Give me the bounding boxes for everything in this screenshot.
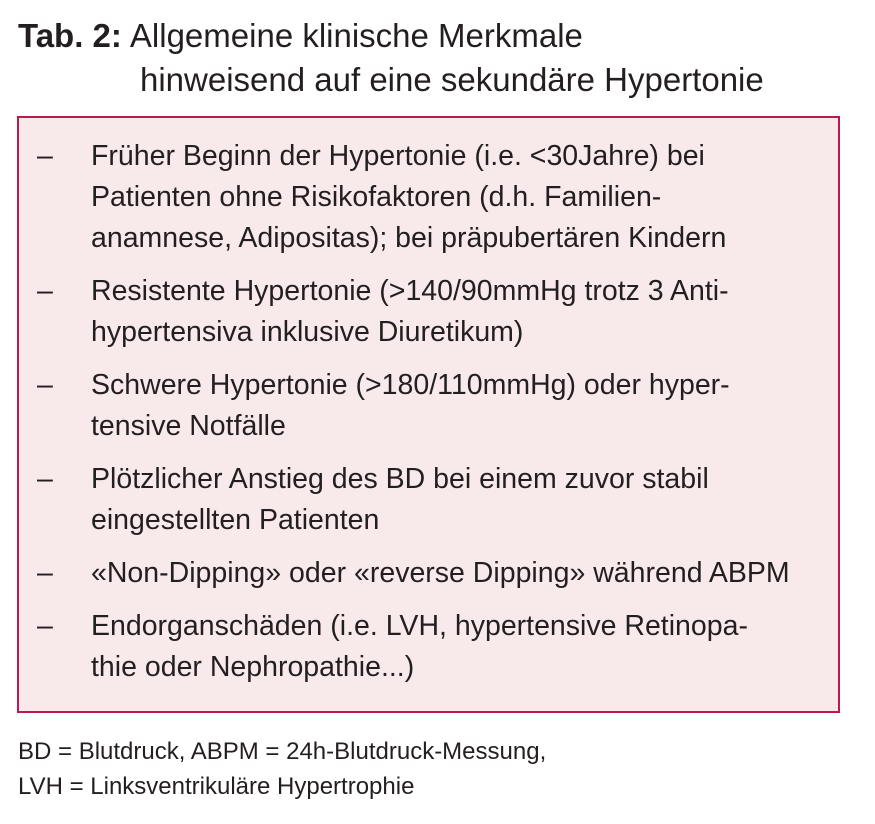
dash-bullet: – (37, 140, 53, 172)
list-item-line: tensive Notfälle (91, 410, 286, 442)
list-item-line: Früher Beginn der Hypertonie (i.e. <30Jahre) bei (91, 140, 705, 172)
list-item-line: «Non-Dipping» oder «reverse Dipping» während ABPM (91, 557, 790, 589)
footnote-line-2: LVH = Linksventrikuläre Hypertrophie (18, 773, 415, 800)
list-item-line: thie oder Nephropathie...) (91, 651, 415, 683)
list-item-line: eingestellten Patienten (91, 504, 380, 536)
list-item-line: Patienten ohne Risikofaktoren (d.h. Familien- (91, 181, 662, 213)
criteria-list (37, 136, 827, 700)
list-item-text (91, 365, 827, 447)
dash-bullet: – (37, 610, 53, 642)
title-line-1 (18, 14, 868, 58)
list-item-line: Resistente Hypertonie (>140/90mmHg trotz 3 Anti- (91, 275, 729, 307)
list-item (37, 553, 827, 594)
title-label: Tab. 2: (18, 17, 122, 54)
dash-bullet: – (37, 463, 53, 495)
list-item-text (91, 136, 827, 259)
dash-bullet: – (37, 275, 53, 307)
dash-bullet: – (37, 369, 53, 401)
list-item-line: Endorganschäden (i.e. LVH, hypertensive Retinopa- (91, 610, 748, 642)
title-text-line-2: hinweisend auf eine sekundäre Hypertonie (140, 61, 764, 98)
footnote (18, 734, 546, 804)
list-item-line: anamnese, Adipositas); bei präpubertären Kindern (91, 222, 727, 254)
title-text-line-1: Allgemeine klinische Merkmale (129, 17, 583, 54)
list-item-text (91, 606, 827, 688)
list-item-text (91, 271, 827, 353)
list-item (37, 365, 827, 447)
table-title (18, 14, 868, 102)
footnote-line-1: BD = Blutdruck, ABPM = 24h-Blutdruck-Messung, (18, 738, 547, 765)
dash-bullet: – (37, 557, 53, 589)
list-item-line: Schwere Hypertonie (>180/110mmHg) oder hyper- (91, 369, 730, 401)
list-item-text (91, 459, 827, 541)
list-item-text (91, 553, 827, 594)
list-item (37, 459, 827, 541)
list-item (37, 606, 827, 688)
list-item (37, 271, 827, 353)
list-item (37, 136, 827, 259)
criteria-box (17, 116, 840, 713)
list-item-line: Plötzlicher Anstieg des BD bei einem zuvor stabil (91, 463, 709, 495)
list-item-line: hypertensiva inklusive Diuretikum) (91, 316, 524, 348)
